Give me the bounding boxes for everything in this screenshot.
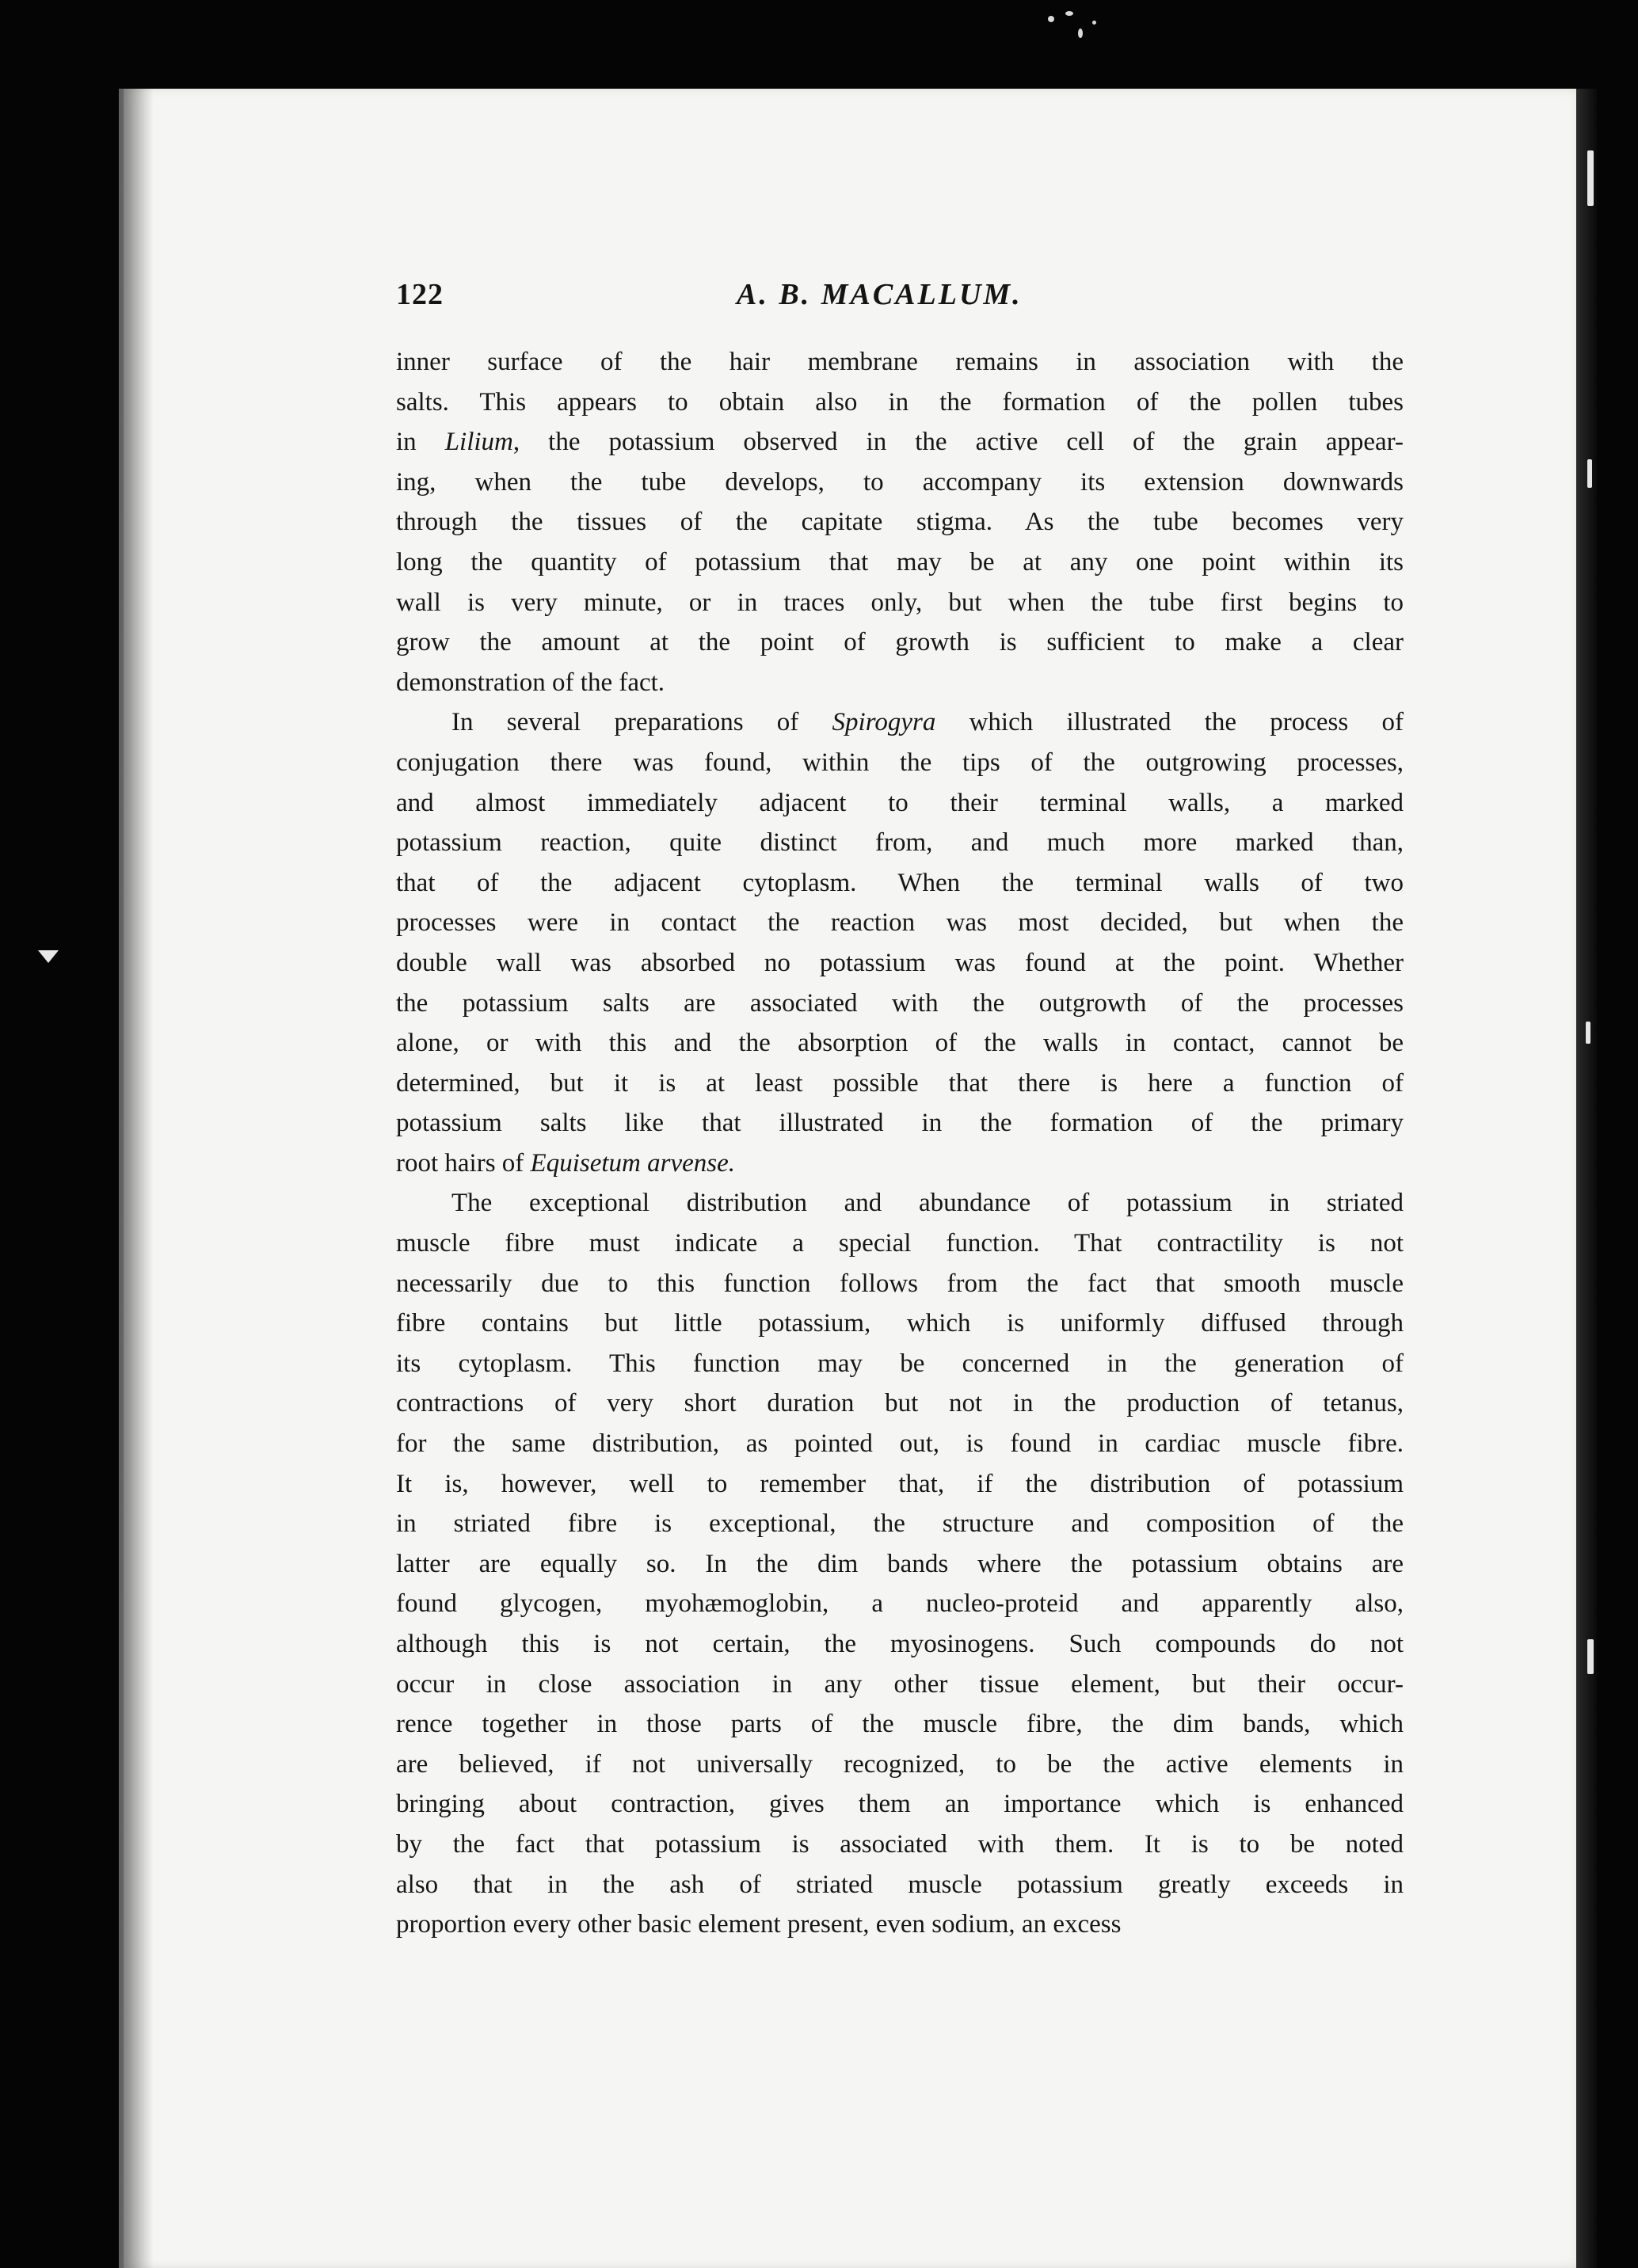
text-line [396, 1023, 1404, 1064]
body-text [396, 342, 1404, 1945]
text-line [396, 1383, 1404, 1424]
text-line [396, 462, 1404, 503]
text-run: also that in the ash of striated muscle potassium greatly exceeds in [396, 1870, 1404, 1899]
text-line [396, 422, 1404, 462]
text-line [396, 622, 1404, 663]
text-line [396, 823, 1404, 863]
text-run: processes were in contact the reaction was most decided, but when the [396, 908, 1404, 938]
text-line [396, 342, 1404, 382]
text-run: inner surface of the hair membrane remains in association with the [396, 348, 1404, 376]
text-line [396, 863, 1404, 904]
running-title: A. B. MACALLUM. [737, 278, 1023, 311]
text-line [396, 502, 1404, 542]
text-line [396, 1183, 1404, 1223]
text-line [396, 542, 1404, 583]
text-line [396, 1303, 1404, 1344]
text-run: are believed, if not universally recognized, to be the active elements in [396, 1749, 1404, 1779]
text-run: root hairs of [396, 1148, 531, 1178]
text-run: by the fact that potassium is associated with them. It is to be noted [396, 1829, 1404, 1859]
text-line [396, 1144, 1404, 1184]
paragraph [396, 1183, 1404, 1944]
text-run: , the potassium observed in the active cell of the grain appear- [512, 428, 1404, 457]
text-run: through the tissues of the capitate stigma. As the tube becomes very [396, 508, 1404, 537]
text-line [396, 903, 1404, 943]
text-run: It is, however, well to remember that, if the distribution of potassium [396, 1469, 1404, 1498]
text-run: although this is not certain, the myosinogens. Such compounds do not [396, 1630, 1404, 1658]
italic-term: Spirogyra [832, 708, 936, 737]
text-line [396, 1745, 1404, 1785]
text-line [396, 1584, 1404, 1624]
text-line [396, 1103, 1404, 1144]
italic-term: Equisetum arvense. [530, 1148, 735, 1178]
text-line [396, 702, 1404, 743]
text-run: that of the adjacent cytoplasm. When the terminal walls of two [396, 868, 1404, 897]
text-line [396, 1905, 1404, 1945]
text-run: its cytoplasm. This function may be concerned in the generation of [396, 1349, 1404, 1378]
text-run: in striated fibre is exceptional, the structure and composition of the [396, 1509, 1404, 1539]
text-line [396, 783, 1404, 824]
text-run: contractions of very short duration but not in the production of tetanus, [396, 1389, 1404, 1418]
text-line [396, 1464, 1404, 1505]
text-run: in [396, 428, 445, 457]
text-line [396, 1064, 1404, 1104]
scan-specks [1034, 5, 1105, 44]
text-line [396, 984, 1404, 1024]
text-run: and almost immediately adjacent to their terminal walls, a marked [396, 788, 1404, 817]
text-run: occur in close association in any other tissue element, but their occur- [396, 1669, 1404, 1699]
text-line [396, 743, 1404, 783]
text-run: potassium salts like that illustrated in the formation of the primary [396, 1109, 1404, 1138]
text-line [396, 1784, 1404, 1825]
text-run: for the same distribution, as pointed out, is found in cardiac muscle fibre. [396, 1429, 1404, 1459]
text-run: fibre contains but little potassium, which is uniformly diffused through [396, 1309, 1404, 1338]
text-line [396, 1504, 1404, 1544]
text-run: conjugation there was found, within the tips of the outgrowing processes, [396, 748, 1404, 777]
text-line [396, 1223, 1404, 1264]
text-run: salts. This appears to obtain also in the formation of the pollen tubes [396, 387, 1404, 417]
text-run: The exceptional distribution and abundance of potassium in striated [451, 1189, 1404, 1218]
page-number: 122 [396, 278, 444, 311]
text-run: bringing about contraction, gives them an importance which is enhanced [396, 1790, 1404, 1819]
text-line [396, 943, 1404, 984]
text-line [396, 1344, 1404, 1384]
text-line [396, 1825, 1404, 1865]
text-run: found glycogen, myohæmoglobin, a nucleo-proteid and apparently also, [396, 1589, 1404, 1619]
running-head [396, 277, 1410, 325]
margin-mark [38, 950, 59, 963]
paragraph [396, 342, 1404, 702]
text-run: In several preparations of [451, 708, 832, 737]
text-run: latter are equally so. In the dim bands where the potassium obtains are [396, 1549, 1404, 1578]
text-run: necessarily due to this function follows from the fact that smooth muscle [396, 1269, 1404, 1298]
text-run: wall is very minute, or in traces only, but when the tube first begins to [396, 588, 1404, 617]
text-run: muscle fibre must indicate a special function. That contractility is not [396, 1229, 1404, 1258]
text-line [396, 1665, 1404, 1705]
text-line [396, 1264, 1404, 1304]
text-line [396, 382, 1404, 423]
text-line [396, 583, 1404, 623]
text-run: alone, or with this and the absorption of the walls in contact, cannot be [396, 1029, 1404, 1058]
paragraph [396, 702, 1404, 1183]
text-run: determined, but it is at least possible that there is here a function of [396, 1068, 1404, 1098]
text-run: demonstration of the fact. [396, 668, 665, 697]
italic-term: Lilium [444, 428, 513, 457]
text-line [396, 1624, 1404, 1665]
text-run: the potassium salts are associated with the outgrowth of the processes [396, 988, 1404, 1018]
text-run: grow the amount at the point of growth is sufficient to make a clear [396, 628, 1404, 657]
text-line [396, 1865, 1404, 1905]
text-run: double wall was absorbed no potassium was found at the point. Whether [396, 948, 1404, 977]
text-run: ing, when the tube develops, to accompany its extension downwards [396, 467, 1404, 497]
text-run: proportion every other basic element present, even sodium, an excess [396, 1910, 1122, 1939]
text-run: rence together in those parts of the muscle fibre, the dim bands, which [396, 1710, 1404, 1739]
text-line [396, 1544, 1404, 1585]
text-line [396, 663, 1404, 703]
text-line [396, 1704, 1404, 1745]
right-page-edge [1576, 89, 1597, 2268]
text-run: which illustrated the process of [935, 708, 1404, 737]
text-run: potassium reaction, quite distinct from, and much more marked than, [396, 828, 1404, 858]
text-run: long the quantity of potassium that may be at any one point within its [396, 547, 1404, 577]
text-line [396, 1424, 1404, 1464]
